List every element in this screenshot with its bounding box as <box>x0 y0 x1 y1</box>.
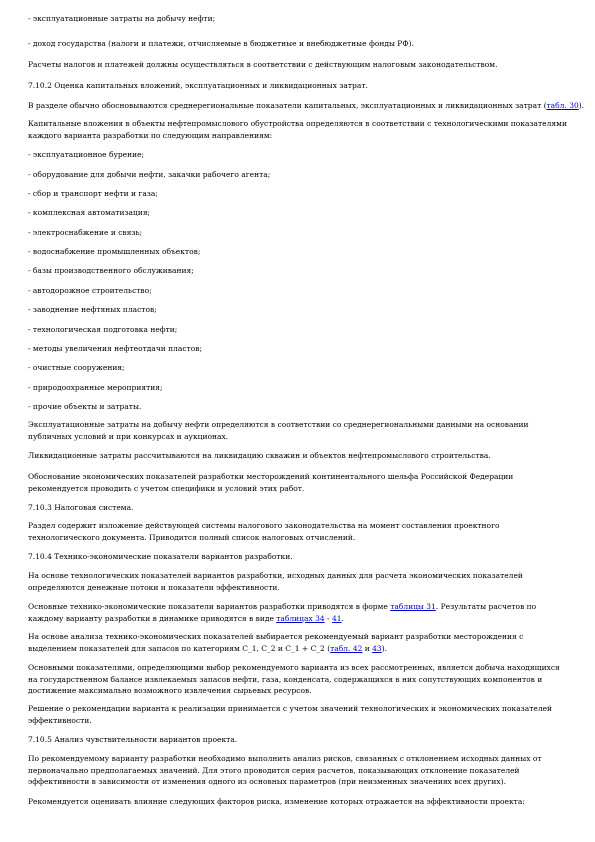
bullet-water-supply: - водоснабжение промышленных объектов; <box>28 247 201 256</box>
paragraph-text-middle: . Результаты расчетов по каждому варианту разработки в динамике приводятся в виде <box>28 602 537 623</box>
bullet-drilling: - эксплуатационное бурение; <box>28 150 145 159</box>
bullet-operating-costs: - эксплуатационные затраты на добычу нефти; <box>28 14 216 23</box>
bullet-road-construction: - автодорожное строительство; <box>28 286 152 295</box>
link-table-34[interactable]: таблицах 34 <box>276 613 325 623</box>
section-heading-7-10-5: 7.10.5 Анализ чувствительности вариантов проекта. <box>28 735 238 744</box>
paragraph-shelf: Обоснование экономических показателей разработки месторождений континентального шельфа Российской Федерации рекомендуется проводить с учетом специфики и условий этих работ. <box>28 472 514 493</box>
paragraph-main-indicators <box>28 601 568 624</box>
link-table-41[interactable]: 41 <box>331 613 342 623</box>
section-heading-7-10-3: 7.10.3 Налоговая система. <box>28 503 134 512</box>
bullet-eor-methods: - методы увеличения нефтеотдачи пластов; <box>28 344 203 353</box>
paragraph-cash-flows: На основе технологических показателей вариантов разработки, исходных данных для расчета экономических показателей определяются денежные потоки и показатели эффективности. <box>28 571 523 592</box>
paragraph-liquidation-costs: Ликвидационные затраты рассчитываются на ликвидацию скважин и объектов нефтепромыслового строительства. <box>28 451 491 460</box>
and-text: и <box>362 643 373 653</box>
paragraph-text-tail: ). <box>381 643 388 653</box>
bullet-automation: - комплексная автоматизация; <box>28 208 151 217</box>
bullet-state-income: - доход государства (налоги и платежи, отчисляемые в бюджетные и внебюджетные фонды РФ). <box>28 39 414 48</box>
bullet-oil-treatment: - технологическая подготовка нефти; <box>28 325 178 334</box>
paragraph-text-tail: ). <box>578 101 585 110</box>
paragraph-tax-system: Раздел содержит изложение действующей системы налогового законодательства на момент составления проектного технологического документа. Приводится полный список налоговых отчислений. <box>28 521 500 542</box>
dash-text: - <box>324 613 332 623</box>
paragraph-capital-investments: Капитальные вложения в объекты нефтепромыслового обустройства определяются в соответствии с технологическими показателями каждого варианта разработки по следующим направлениям: <box>28 119 567 140</box>
bullet-equipment: - оборудование для добычи нефти, закачки рабочего агента; <box>28 170 271 179</box>
paragraph-risk-factors: Рекомендуется оценивать влияние следующих факторов риска, изменение которых отражается на эффективности проекта: <box>28 797 525 806</box>
bullet-power-communication: - электроснабжение и связь; <box>28 228 143 237</box>
link-table-31[interactable]: таблицы 31 <box>390 602 436 611</box>
paragraph-text: В разделе обычно обосновываются среднерегиональные показатели капитальных, эксплуатационных и ликвидационных затрат ( <box>28 101 547 110</box>
link-table-43[interactable]: 43 <box>372 643 382 653</box>
period-text: . <box>341 613 344 623</box>
paragraph-decision: Решение о рекомендации варианта к реализации принимается с учетом значений технологических и экономических показателей эффективности. <box>28 704 553 725</box>
bullet-collection-transport: - сбор и транспорт нефти и газа; <box>28 189 158 198</box>
bullet-environmental: - природоохранные мероприятия; <box>28 383 163 392</box>
bullet-waterflooding: - заводнение нефтяных пластов; <box>28 305 157 314</box>
paragraph-text: На основе анализа технико-экономических показателей выбирается рекомендуемый вариант разработки месторождения с выделением показателей для запасов по категориям С_1, С_2 и С_1 + С_2 ( <box>28 632 524 653</box>
bullet-service-bases: - базы производственного обслуживания; <box>28 266 194 275</box>
paragraph-regional-costs <box>28 100 585 112</box>
paragraph-text: Основные технико-экономические показатели вариантов разработки приводятся в форме <box>28 602 391 611</box>
paragraph-operating-costs: Эксплуатационные затраты на добычу нефти определяются в соответствии со среднерегиональными данными на основании публичных условий и при конкурсах и аукционах. <box>28 420 529 441</box>
paragraph-taxes: Расчеты налогов и платежей должны осуществляться в соответствии с действующим налоговым законодательством. <box>28 60 498 69</box>
link-table-30[interactable]: табл. 30 <box>546 101 579 110</box>
bullet-other: - прочие объекты и затраты. <box>28 402 142 411</box>
section-heading-7-10-4: 7.10.4 Технико-экономические показатели вариантов разработки. <box>28 552 293 561</box>
bullet-treatment-facilities: - очистные сооружения; <box>28 363 125 372</box>
paragraph-recommended-variant <box>28 631 568 654</box>
section-heading-7-10-2: 7.10.2 Оценка капитальных вложений, эксплуатационных и ликвидационных затрат. <box>28 81 368 90</box>
paragraph-selection-criteria: Основными показателями, определяющими выбор рекомендуемого варианта из всех рассмотренных, является добыча находящихся на государственном балансе извлекаемых запасов нефти, газа, конденсата, содержащихся в них сопутствующих компонентов и достижение максимально возможного извлечения сырьевых ресурсов. <box>28 663 560 695</box>
paragraph-risk-analysis: По рекомендуемому варианту разработки необходимо выполнить анализ рисков, связанных с отклонением исходных данных от первоначально предполагаемых значений. Для этого проводится серия расчетов, показывающих отклонение показателей эффективности в зависимости от изменения одного из основных параметров (при неизменных значениях всех других). <box>28 754 542 786</box>
link-table-42[interactable]: табл. 42 <box>330 643 363 653</box>
